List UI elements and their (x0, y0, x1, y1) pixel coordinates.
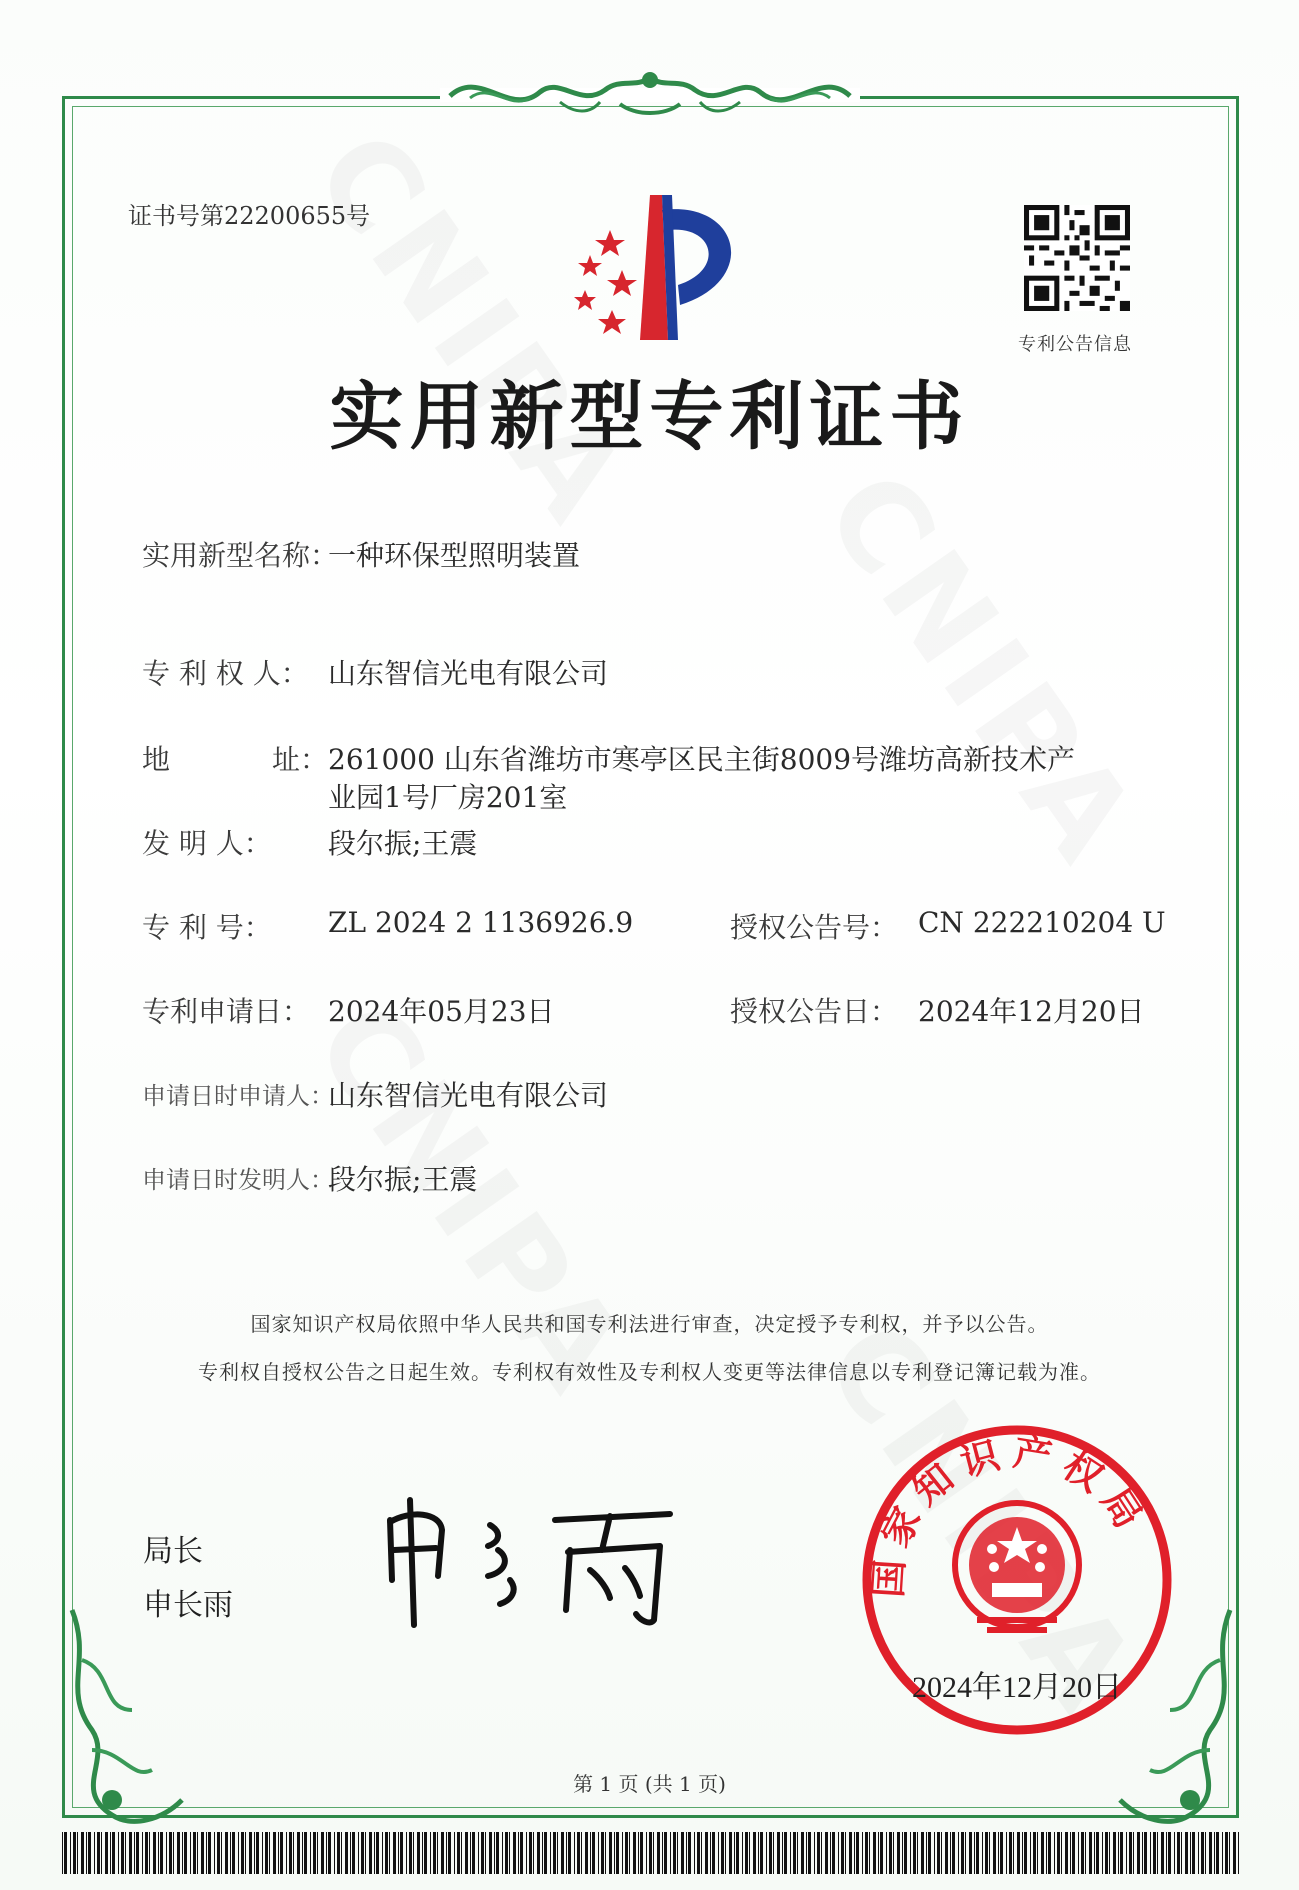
inventor-value: 段尔振;王震 (328, 827, 478, 860)
patent-number-label: 专 利 号： (142, 911, 272, 944)
official-seal (852, 1415, 1182, 1745)
grant-publication-number-value: CN 222210204 U (918, 906, 1166, 939)
grant-publication-number-label: 授权公告号： (730, 911, 899, 944)
applicant-at-filing-label: 申请日时申请人： (142, 1082, 334, 1110)
applicant-at-filing-value: 山东智信光电有限公司 (328, 1079, 609, 1112)
page-title: 实用新型专利证书 (329, 374, 970, 460)
patentee-value: 山东智信光电有限公司 (328, 657, 609, 690)
address-value-line2: 业园1号厂房201室 (328, 781, 568, 814)
cnipa-logo-icon (550, 190, 770, 350)
notice-line-2: 专利权自授权公告之日起生效。专利权有效性及专利权人变更等法律信息以专利登记簿记载为准。 (198, 1360, 1101, 1384)
utility-model-name-value: 一种环保型照明装置 (328, 539, 581, 572)
director-signature (370, 1480, 690, 1630)
seal-date: 2024年12月20日 (912, 1671, 1122, 1704)
grant-publication-date-value: 2024年12月20日 (918, 995, 1145, 1028)
page-number: 第 1 页 (共 1 页) (573, 1772, 726, 1796)
signatory-title: 局长 (143, 1534, 203, 1569)
address-value-line1: 261000 山东省潍坊市寒亭区民主街8009号潍坊高新技术产 (328, 743, 1076, 776)
filing-date-value: 2024年05月23日 (328, 995, 555, 1028)
utility-model-name-label: 实用新型名称： (142, 539, 339, 572)
filing-date-label: 专利申请日： (142, 995, 311, 1028)
notice-line-1: 国家知识产权局依照中华人民共和国专利法进行审查，决定授予专利权，并予以公告。 (250, 1312, 1049, 1336)
grant-publication-date-label: 授权公告日： (730, 995, 899, 1028)
certificate-number: 证书号第22200655号 (128, 202, 371, 230)
patent-number-value: ZL 2024 2 1136926.9 (328, 906, 634, 939)
qr-caption: 专利公告信息 (1018, 334, 1132, 355)
svg-text:国家知识产权局: 国家知识产权局 (865, 1429, 1157, 1599)
top-ornament (440, 58, 860, 128)
barcode (62, 1832, 1239, 1874)
address-label-2: 址： (272, 743, 329, 776)
patentee-label: 专 利 权 人： (142, 657, 309, 690)
inventor-at-filing-value: 段尔振;王震 (328, 1163, 478, 1196)
inventor-at-filing-label: 申请日时发明人： (142, 1166, 334, 1194)
inventor-label: 发 明 人： (142, 827, 272, 860)
qr-code (1024, 205, 1130, 311)
signatory-name: 申长雨 (143, 1588, 233, 1623)
address-label-1: 地 (142, 743, 171, 776)
